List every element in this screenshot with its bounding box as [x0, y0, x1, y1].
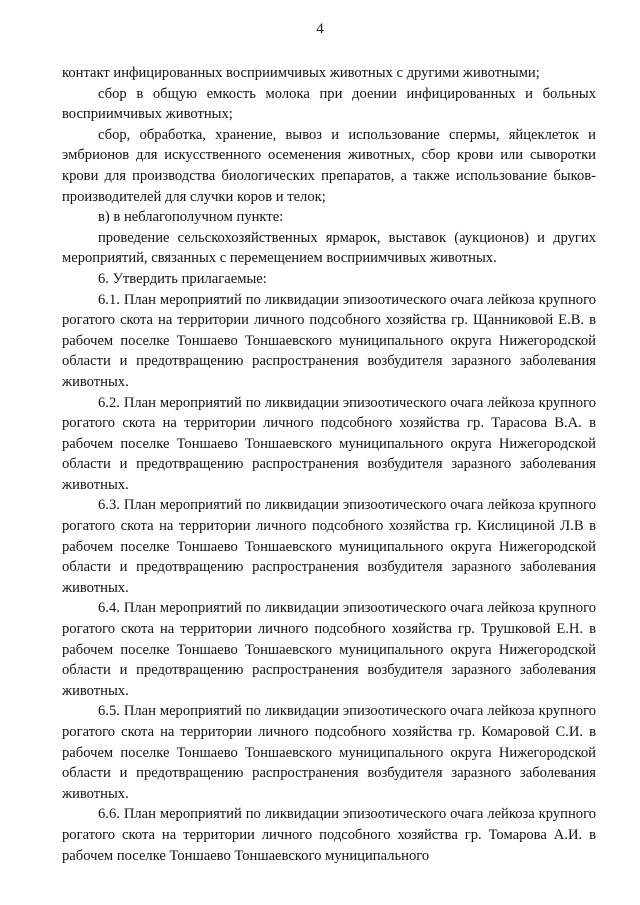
paragraph-plan-6-5: 6.5. План мероприятий по ликвидации эпизоотического очага лейкоза крупного рогатого скота на территории личного подсобного хозяйства гр. Комаровой С.И. в рабочем поселке Тоншаево Тоншаевского муниципального округа Нижегородской области и предотвращению распространения возбудителя заразного заболевания животных. [62, 703, 596, 802]
paragraph-sperm-embryo: сбор, обработка, хранение, вывоз и использование спермы, яйцеклеток и эмбрионов для искусственного осеменения животных, сбор крови или сыворотки крови для производства биологических препаратов, а также использование быков-производителей для случки коров и телок; [62, 126, 596, 205]
paragraph-plan-6-1: 6.1. План мероприятий по ликвидации эпизоотического очага лейкоза крупного рогатого скота на территории личного подсобного хозяйства гр. Щанниковой Е.В. в рабочем поселке Тоншаево Тоншаевского муниципального округа Нижегородской области и предотвращению распространения возбудителя заразного заболевания животных. [62, 291, 596, 390]
paragraph-fairs-exhibitions: проведение сельскохозяйственных ярмарок, выставок (аукционов) и других мероприятий, связанных с перемещением восприимчивых животных. [62, 229, 596, 267]
page-number: 4 [316, 21, 324, 37]
paragraph-approve: 6. Утвердить прилагаемые: [98, 270, 267, 287]
paragraph-unsafe-point: в) в неблагополучном пункте: [98, 209, 284, 226]
document-body [62, 63, 596, 866]
paragraph-milk-collection: сбор в общую емкость молока при доении инфицированных и больных восприимчивых животных; [62, 85, 596, 123]
paragraph-plan-6-6: 6.6. План мероприятий по ликвидации эпизоотического очага лейкоза крупного рогатого скота на территории личного подсобного хозяйства гр. Томарова А.И. в рабочем поселке Тоншаево Тоншаевского муниципального [62, 806, 596, 864]
paragraph-animal-contact: контакт инфицированных восприимчивых животных с другими животными; [62, 65, 540, 81]
paragraph-plan-6-3: 6.3. План мероприятий по ликвидации эпизоотического очага лейкоза крупного рогатого скота на территории личного подсобного хозяйства гр. Кислициной Л.В в рабочем поселке Тоншаево Тоншаевского муниципального округа Нижегородской области и предотвращению распространения возбудителя заразного заболевания животных. [62, 497, 596, 596]
paragraph-plan-6-4: 6.4. План мероприятий по ликвидации эпизоотического очага лейкоза крупного рогатого скота на территории личного подсобного хозяйства гр. Трушковой Е.Н. в рабочем поселке Тоншаево Тоншаевского муниципального округа Нижегородской области и предотвращению распространения возбудителя заразного заболевания животных. [62, 600, 596, 699]
paragraph-plan-6-2: 6.2. План мероприятий по ликвидации эпизоотического очага лейкоза крупного рогатого скота на территории личного подсобного хозяйства гр. Тарасова В.А. в рабочем поселке Тоншаево Тоншаевского муниципального округа Нижегородской области и предотвращению распространения возбудителя заразного заболевания животных. [62, 394, 596, 493]
